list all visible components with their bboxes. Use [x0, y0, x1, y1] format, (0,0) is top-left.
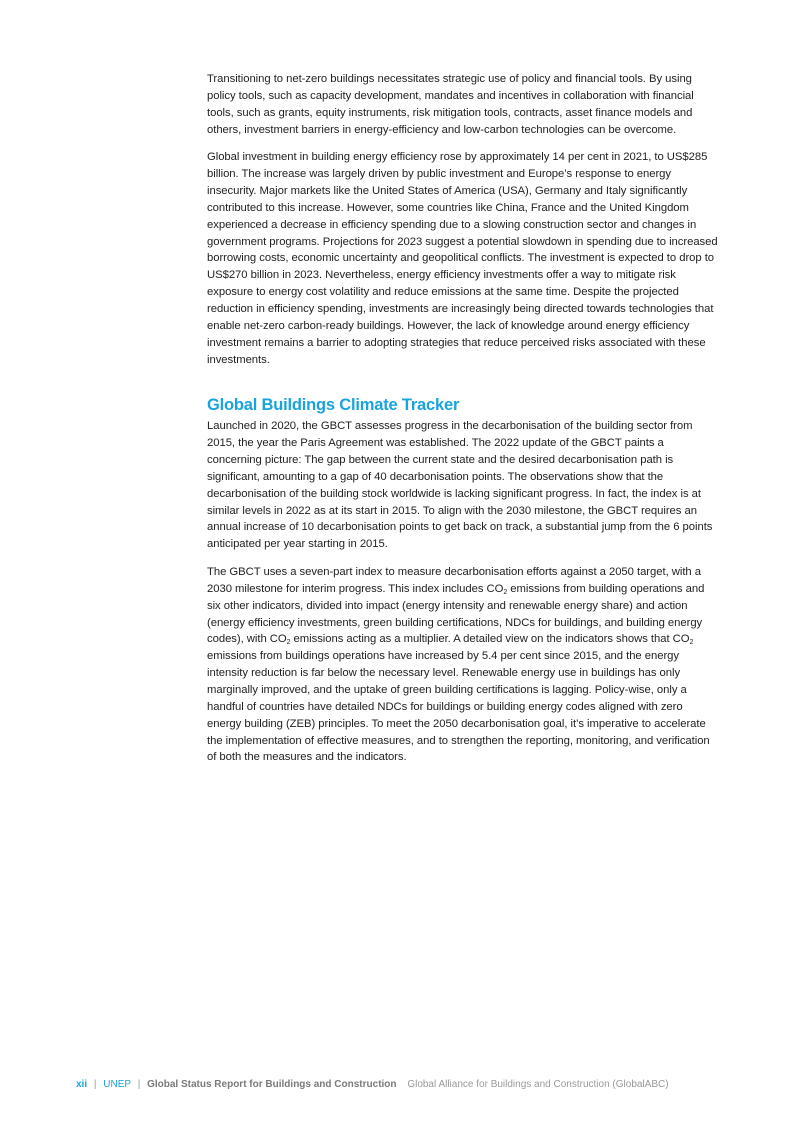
footer-org: UNEP — [103, 1079, 131, 1090]
subscript: 2 — [503, 588, 508, 596]
text-segment: emissions from building operations and six other indicators, divided into impact (energy intensity and renewable energy share) and action (energy efficiency investments, green building certifications, NDCs for buildings, and building energy codes), with CO — [207, 582, 705, 646]
subscript: 2 — [689, 639, 694, 647]
section-title-gbct: Global Buildings Climate Tracker — [207, 396, 460, 415]
footer-report-title: Global Status Report for Buildings and Construction — [147, 1079, 397, 1090]
page-footer — [76, 1078, 669, 1092]
paragraph-gbct-index — [207, 564, 719, 766]
text-segment: emissions from buildings operations have increased by 5.4 per cent since 2015, and the energy intensity reduction is far below the necessary level. Renewable energy use in buildings has only marginally improved, and the uptake of green building certifications is lagging. Policy-wise, only a handful of countries have detailed NDCs for buildings or building energy codes aligned with zero energy building (ZEB) principles. To meet the 2050 decarbonisation goal, it’s imperative to accelerate the implementation of effective measures, and to strengthen the reporting, monitoring, and verification of both the measures and the indicators. — [207, 650, 710, 764]
paragraph-global-investment: Global investment in building energy efficiency rose by approximately 14 per cent in 2021, to US$285 billion. The increase was largely driven by public investment and Europe’s response to energy insecurity. Major markets like the United States of America (USA), Germany and Italy significantly contributed to this increase. However, some countries like China, France and the United Kingdom experienced a decrease in efficiency spending due to a slowing construction sector and changes in government programs. Projections for 2023 suggest a potential slowdown in spending due to increased borrowing costs, economic uncertainty and geopolitical conflicts. The investment is expected to drop to US$270 billion in 2023. Nevertheless, energy efficiency investments offer a way to mitigate risk exposure to energy cost volatility and reduce emissions at the same time. Despite the projected reduction in efficiency spending, investments are increasingly being directed towards technologies that enable net-zero carbon-ready buildings. However, the lack of knowledge around energy efficiency investment remains a barrier to adopting strategies that reduce perceived risks associated with these investments. — [207, 151, 718, 366]
paragraph-policy-tools: Transitioning to net-zero buildings necessitates strategic use of policy and financial tools. By using policy tools, such as capacity development, mandates and incentives in collaboration with financial tools, such as grants, equity instruments, risk mitigation tools, contracts, asset finance models and others, investment barriers in energy-efficiency and low-carbon technologies can be overcome. — [207, 73, 694, 136]
text-segment: The GBCT uses a seven-part index to measure decarbonisation efforts against a 2050 target, with a 2030 milestone for interim progress. This index includes CO — [207, 566, 701, 595]
paragraph-gbct-launch: Launched in 2020, the GBCT assesses progress in the decarbonisation of the building sector from 2015, the year the Paris Agreement was established. The 2022 update of the GBCT paints a concerning picture: The gap between the current state and the desired decarbonisation path is significant, amounting to a gap of 40 decarbonisation points. The observations show that the decarbonisation of the building stock worldwide is lacking significant progress. In fact, the index is at similar levels in 2022 as at its start in 2015. To align with the 2030 milestone, the GBCT requires an annual increase of 10 decarbonisation points to get back on track, a substantial jump from the 6 points anticipated per year starting in 2015. — [207, 420, 713, 551]
main-content — [207, 71, 719, 777]
footer-alliance: Global Alliance for Buildings and Construction (GlobalABC) — [407, 1079, 669, 1090]
footer-separator: | — [93, 1079, 97, 1090]
text-segment: emissions acting as a multiplier. A detailed view on the indicators shows that CO — [290, 633, 690, 646]
page-number: xii — [76, 1079, 88, 1090]
footer-separator: | — [137, 1079, 141, 1090]
subscript: 2 — [286, 639, 291, 647]
